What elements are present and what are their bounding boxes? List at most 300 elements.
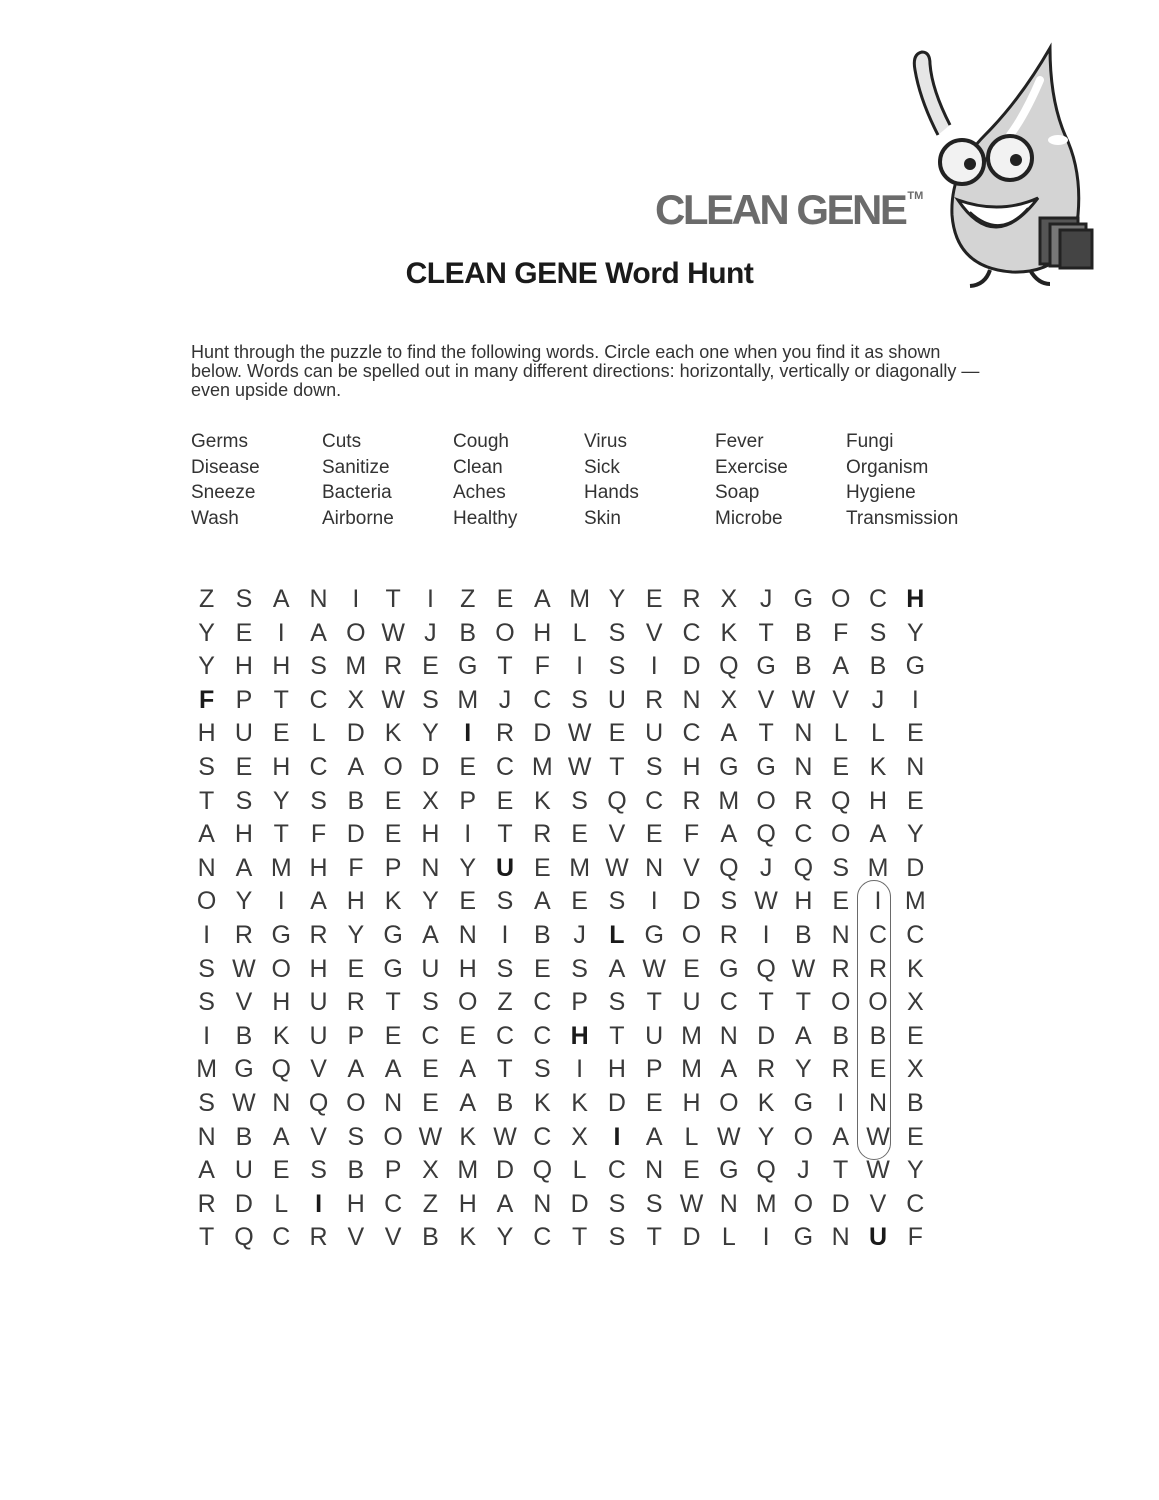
puzzle-letter[interactable]: N <box>831 1223 850 1252</box>
puzzle-letter[interactable]: S <box>310 786 327 815</box>
puzzle-letter[interactable]: S <box>422 685 439 714</box>
puzzle-letter[interactable]: A <box>459 1055 477 1084</box>
puzzle-letter[interactable]: K <box>906 954 924 983</box>
puzzle-letter[interactable]: W <box>232 1088 256 1117</box>
puzzle-letter[interactable]: G <box>756 652 776 681</box>
puzzle-letter[interactable]: S <box>496 887 514 916</box>
puzzle-letter[interactable]: N <box>197 853 216 882</box>
puzzle-letter[interactable]: H <box>309 853 328 882</box>
puzzle-letter[interactable]: U <box>234 1156 253 1185</box>
puzzle-letter[interactable]: N <box>384 1088 403 1117</box>
puzzle-letter[interactable]: W <box>791 685 816 714</box>
puzzle-letter[interactable]: S <box>198 988 215 1017</box>
puzzle-letter[interactable]: D <box>682 1223 701 1252</box>
puzzle-letter[interactable]: Q <box>719 853 739 882</box>
puzzle-letter[interactable]: S <box>645 1189 663 1218</box>
puzzle-letter[interactable]: P <box>347 1021 365 1050</box>
puzzle-letter[interactable]: N <box>719 1189 738 1218</box>
puzzle-letter[interactable]: T <box>646 988 662 1017</box>
puzzle-letter[interactable]: H <box>458 1189 477 1218</box>
puzzle-letter[interactable]: I <box>501 920 509 949</box>
puzzle-letter[interactable]: A <box>272 585 290 613</box>
puzzle-letter[interactable]: O <box>495 618 515 647</box>
puzzle-letter[interactable]: I <box>576 652 584 681</box>
puzzle-letter[interactable]: D <box>682 887 701 916</box>
puzzle-letter[interactable]: A <box>310 887 327 916</box>
puzzle-letter[interactable]: T <box>497 652 513 681</box>
puzzle-letter[interactable]: C <box>309 752 328 781</box>
puzzle-letter[interactable]: E <box>645 1088 663 1117</box>
puzzle-letter[interactable]: S <box>235 786 253 815</box>
puzzle-letter[interactable]: H <box>272 988 291 1017</box>
puzzle-letter[interactable]: A <box>720 820 738 849</box>
puzzle-letter[interactable]: A <box>832 1122 850 1151</box>
puzzle-letter[interactable]: V <box>608 820 626 849</box>
puzzle-letter[interactable]: G <box>793 1223 814 1252</box>
puzzle-letter[interactable]: A <box>384 1055 402 1084</box>
puzzle-letter[interactable]: T <box>273 820 289 849</box>
puzzle-letter[interactable]: W <box>418 1122 443 1151</box>
puzzle-letter[interactable]: H <box>607 1055 626 1084</box>
puzzle-letter[interactable]: C <box>495 1021 515 1050</box>
puzzle-letter[interactable]: H <box>272 752 291 781</box>
puzzle-letter[interactable]: H <box>272 652 291 681</box>
puzzle-letter[interactable]: W <box>381 618 405 647</box>
puzzle-letter[interactable]: A <box>720 1055 738 1084</box>
puzzle-letter[interactable]: D <box>757 1021 776 1050</box>
puzzle-letter[interactable]: A <box>459 1088 477 1117</box>
puzzle-letter[interactable]: K <box>459 1223 477 1252</box>
puzzle-letter[interactable]: E <box>683 954 700 983</box>
puzzle-letter[interactable]: O <box>830 585 851 613</box>
puzzle-letter[interactable]: S <box>608 1223 626 1252</box>
puzzle-letter[interactable]: H <box>234 820 253 849</box>
puzzle-letter[interactable]: O <box>383 752 403 781</box>
puzzle-letter[interactable]: Q <box>719 652 739 681</box>
puzzle-letter[interactable]: D <box>682 652 701 681</box>
puzzle-letter[interactable]: Y <box>757 1122 775 1151</box>
puzzle-letter[interactable]: B <box>906 1088 924 1117</box>
puzzle-letter[interactable]: R <box>794 786 813 815</box>
puzzle-letter[interactable]: W <box>866 1156 890 1185</box>
puzzle-letter[interactable]: X <box>422 1156 439 1185</box>
puzzle-letter[interactable]: H <box>794 887 813 916</box>
puzzle-letter[interactable]: K <box>533 1088 551 1117</box>
puzzle-letter[interactable]: E <box>645 820 663 849</box>
puzzle-letter[interactable]: D <box>533 719 552 748</box>
puzzle-letter[interactable]: C <box>719 988 738 1017</box>
puzzle-letter[interactable]: T <box>199 786 215 815</box>
puzzle-letter[interactable]: V <box>235 988 253 1017</box>
puzzle-letter[interactable]: E <box>645 585 663 613</box>
puzzle-letter[interactable]: F <box>907 1223 923 1252</box>
puzzle-letter[interactable]: M <box>681 1021 702 1050</box>
puzzle-letter[interactable]: E <box>906 1122 924 1151</box>
puzzle-letter[interactable]: K <box>869 752 887 781</box>
puzzle-letter[interactable]: T <box>199 1223 215 1252</box>
puzzle-letter[interactable]: I <box>650 652 658 681</box>
puzzle-letter[interactable]: M <box>457 1156 479 1185</box>
puzzle-letter[interactable]: R <box>309 1223 328 1252</box>
puzzle-letter[interactable]: C <box>495 752 515 781</box>
puzzle-letter[interactable]: C <box>421 1021 440 1050</box>
puzzle-letter[interactable]: L <box>833 719 848 748</box>
puzzle-letter[interactable]: Q <box>271 1055 291 1084</box>
puzzle-letter[interactable]: E <box>906 1021 924 1050</box>
puzzle-letter[interactable]: B <box>422 1223 439 1252</box>
puzzle-letter[interactable]: E <box>496 585 514 613</box>
puzzle-letter[interactable]: D <box>906 853 925 882</box>
puzzle-letter[interactable]: Y <box>906 618 924 647</box>
puzzle-letter[interactable]: S <box>608 1189 626 1218</box>
puzzle-letter[interactable]: Q <box>532 1156 553 1185</box>
puzzle-letter[interactable]: I <box>650 887 658 916</box>
puzzle-letter[interactable]: R <box>533 820 552 849</box>
puzzle-letter[interactable]: E <box>272 1156 290 1185</box>
puzzle-letter[interactable]: Y <box>608 585 626 613</box>
puzzle-letter[interactable]: Q <box>234 1223 254 1252</box>
puzzle-letter[interactable]: Y <box>906 820 924 849</box>
puzzle-letter[interactable]: N <box>794 719 813 748</box>
puzzle-letter[interactable]: D <box>346 820 365 849</box>
puzzle-letter[interactable]: L <box>609 920 625 949</box>
puzzle-letter[interactable]: S <box>198 752 215 781</box>
puzzle-letter[interactable]: B <box>533 920 551 949</box>
puzzle-letter[interactable]: G <box>383 920 403 949</box>
puzzle-letter[interactable]: V <box>347 1223 365 1252</box>
puzzle-letter[interactable]: E <box>906 719 924 748</box>
puzzle-letter[interactable]: F <box>348 853 364 882</box>
puzzle-letter[interactable]: E <box>235 618 253 647</box>
puzzle-letter[interactable]: O <box>681 920 702 949</box>
puzzle-letter[interactable]: V <box>310 1122 327 1151</box>
puzzle-letter[interactable]: T <box>609 752 625 781</box>
puzzle-letter[interactable]: M <box>867 853 889 882</box>
puzzle-letter[interactable]: S <box>869 618 887 647</box>
puzzle-letter[interactable]: S <box>571 954 588 983</box>
puzzle-letter[interactable]: F <box>833 618 849 647</box>
puzzle-letter[interactable]: S <box>533 1055 551 1084</box>
puzzle-letter[interactable]: D <box>831 1189 850 1218</box>
puzzle-letter[interactable]: V <box>645 618 663 647</box>
puzzle-letter[interactable]: Q <box>793 853 814 882</box>
puzzle-letter[interactable]: R <box>384 652 403 681</box>
puzzle-letter[interactable]: J <box>759 585 773 613</box>
puzzle-letter[interactable]: R <box>831 1055 850 1084</box>
puzzle-letter[interactable]: L <box>871 719 885 748</box>
puzzle-letter[interactable]: A <box>869 820 887 849</box>
puzzle-letter[interactable]: I <box>837 1088 845 1117</box>
puzzle-letter[interactable]: S <box>422 988 439 1017</box>
puzzle-letter[interactable]: Y <box>906 1156 924 1185</box>
puzzle-letter[interactable]: C <box>384 1189 403 1218</box>
puzzle-letter[interactable]: D <box>495 1156 515 1185</box>
puzzle-letter[interactable]: T <box>497 820 513 849</box>
puzzle-letter[interactable]: O <box>868 988 888 1017</box>
puzzle-letter[interactable]: E <box>384 1021 402 1050</box>
puzzle-letter[interactable]: W <box>567 752 592 781</box>
puzzle-letter[interactable]: G <box>905 652 926 681</box>
puzzle-letter[interactable]: Q <box>756 1156 776 1185</box>
puzzle-letter[interactable]: N <box>682 685 701 714</box>
puzzle-letter[interactable]: M <box>457 685 479 714</box>
puzzle-letter[interactable]: I <box>762 920 770 949</box>
puzzle-letter[interactable]: A <box>272 1122 290 1151</box>
puzzle-letter[interactable]: I <box>277 887 285 916</box>
puzzle-letter[interactable]: V <box>757 685 775 714</box>
puzzle-letter[interactable]: I <box>911 685 919 714</box>
puzzle-letter[interactable]: H <box>197 719 216 748</box>
puzzle-letter[interactable]: M <box>681 1055 702 1084</box>
puzzle-letter[interactable]: C <box>533 1021 552 1050</box>
puzzle-letter[interactable]: S <box>832 853 850 882</box>
puzzle-letter[interactable]: C <box>682 719 701 748</box>
puzzle-letter[interactable]: N <box>868 1088 888 1117</box>
puzzle-letter[interactable]: G <box>383 954 403 983</box>
puzzle-letter[interactable]: I <box>762 1223 770 1252</box>
puzzle-letter[interactable]: K <box>272 1021 290 1050</box>
puzzle-letter[interactable]: U <box>607 685 626 714</box>
puzzle-letter[interactable]: E <box>533 853 551 882</box>
puzzle-letter[interactable]: E <box>422 652 439 681</box>
puzzle-letter[interactable]: W <box>605 853 629 882</box>
puzzle-letter[interactable]: E <box>832 752 850 781</box>
puzzle-letter[interactable]: I <box>874 887 882 916</box>
puzzle-letter[interactable]: B <box>869 652 887 681</box>
puzzle-letter[interactable]: M <box>531 752 553 781</box>
puzzle-letter[interactable]: A <box>235 853 253 882</box>
puzzle-letter[interactable]: J <box>498 685 512 714</box>
puzzle-letter[interactable]: X <box>906 988 924 1017</box>
puzzle-letter[interactable]: K <box>533 786 551 815</box>
puzzle-letter[interactable]: S <box>496 954 514 983</box>
puzzle-letter[interactable]: A <box>198 820 215 849</box>
puzzle-letter[interactable]: B <box>795 920 812 949</box>
puzzle-letter[interactable]: W <box>493 1122 517 1151</box>
puzzle-letter[interactable]: U <box>309 988 328 1017</box>
puzzle-letter[interactable]: U <box>495 853 515 882</box>
puzzle-letter[interactable]: H <box>234 652 253 681</box>
puzzle-letter[interactable]: V <box>832 685 850 714</box>
puzzle-letter[interactable]: R <box>346 988 365 1017</box>
puzzle-letter[interactable]: D <box>346 719 365 748</box>
puzzle-letter[interactable]: H <box>533 618 552 647</box>
puzzle-letter[interactable]: E <box>459 887 477 916</box>
puzzle-letter[interactable]: S <box>198 954 215 983</box>
puzzle-letter[interactable]: T <box>609 1021 625 1050</box>
puzzle-letter[interactable]: T <box>795 988 812 1017</box>
puzzle-letter[interactable]: I <box>464 820 472 849</box>
puzzle-letter[interactable]: S <box>235 585 253 613</box>
puzzle-letter[interactable]: B <box>347 786 365 815</box>
puzzle-letter[interactable]: R <box>197 1189 216 1218</box>
puzzle-letter[interactable]: R <box>682 585 701 613</box>
puzzle-letter[interactable]: E <box>906 786 924 815</box>
puzzle-letter[interactable]: S <box>608 652 626 681</box>
puzzle-letter[interactable]: Z <box>199 585 215 613</box>
puzzle-letter[interactable]: T <box>497 1055 513 1084</box>
puzzle-letter[interactable]: E <box>571 887 588 916</box>
puzzle-letter[interactable]: D <box>421 752 440 781</box>
puzzle-letter[interactable]: K <box>384 719 402 748</box>
puzzle-letter[interactable]: H <box>682 752 701 781</box>
puzzle-letter[interactable]: S <box>347 1122 365 1151</box>
puzzle-letter[interactable]: Q <box>830 786 851 815</box>
puzzle-letter[interactable]: X <box>906 1055 924 1084</box>
puzzle-letter[interactable]: C <box>533 988 552 1017</box>
puzzle-letter[interactable]: B <box>795 618 812 647</box>
puzzle-letter[interactable]: B <box>459 618 477 647</box>
puzzle-letter[interactable]: H <box>346 1189 365 1218</box>
puzzle-letter[interactable]: E <box>422 1055 439 1084</box>
puzzle-letter[interactable]: R <box>495 719 515 748</box>
puzzle-letter[interactable]: W <box>567 719 592 748</box>
puzzle-letter[interactable]: F <box>199 685 215 714</box>
puzzle-letter[interactable]: O <box>346 618 366 647</box>
puzzle-letter[interactable]: A <box>608 954 626 983</box>
puzzle-letter[interactable]: E <box>533 954 551 983</box>
puzzle-letter[interactable]: R <box>234 920 253 949</box>
puzzle-letter[interactable]: M <box>569 585 591 613</box>
puzzle-letter[interactable]: S <box>608 988 626 1017</box>
puzzle-letter[interactable]: H <box>868 786 888 815</box>
puzzle-letter[interactable]: A <box>347 752 365 781</box>
puzzle-letter[interactable]: N <box>272 1088 291 1117</box>
puzzle-letter[interactable]: J <box>424 618 437 647</box>
puzzle-letter[interactable]: S <box>645 752 663 781</box>
puzzle-letter[interactable]: Y <box>235 887 253 916</box>
puzzle-letter[interactable]: V <box>384 1223 402 1252</box>
puzzle-letter[interactable]: O <box>271 954 291 983</box>
puzzle-letter[interactable]: G <box>644 920 664 949</box>
puzzle-letter[interactable]: Y <box>496 1223 514 1252</box>
puzzle-letter[interactable]: O <box>830 820 851 849</box>
puzzle-letter[interactable]: R <box>831 954 850 983</box>
puzzle-letter[interactable]: L <box>572 618 587 647</box>
puzzle-letter[interactable]: W <box>642 954 667 983</box>
puzzle-letter[interactable]: N <box>309 585 328 613</box>
puzzle-letter[interactable]: T <box>385 988 401 1017</box>
puzzle-letter[interactable]: L <box>311 719 326 748</box>
puzzle-letter[interactable]: A <box>496 1189 514 1218</box>
puzzle-letter[interactable]: J <box>759 853 773 882</box>
puzzle-letter[interactable]: B <box>496 1088 514 1117</box>
puzzle-letter[interactable]: I <box>426 585 434 613</box>
puzzle-letter[interactable]: E <box>459 1021 477 1050</box>
puzzle-letter[interactable]: G <box>271 920 291 949</box>
puzzle-letter[interactable]: F <box>534 652 550 681</box>
puzzle-letter[interactable]: I <box>203 920 211 949</box>
puzzle-letter[interactable]: M <box>755 1189 777 1218</box>
puzzle-letter[interactable]: I <box>277 618 285 647</box>
puzzle-letter[interactable]: W <box>754 887 778 916</box>
puzzle-letter[interactable]: I <box>315 1189 323 1218</box>
puzzle-letter[interactable]: C <box>645 786 664 815</box>
puzzle-letter[interactable]: E <box>832 887 850 916</box>
puzzle-letter[interactable]: I <box>576 1055 584 1084</box>
puzzle-letter[interactable]: Y <box>795 1055 812 1084</box>
puzzle-letter[interactable]: A <box>533 887 551 916</box>
puzzle-letter[interactable]: X <box>422 786 439 815</box>
puzzle-letter[interactable]: W <box>679 1189 704 1218</box>
puzzle-letter[interactable]: G <box>793 1088 814 1117</box>
puzzle-letter[interactable]: K <box>571 1088 588 1117</box>
puzzle-letter[interactable]: E <box>496 786 514 815</box>
puzzle-letter[interactable]: C <box>868 920 888 949</box>
puzzle-letter[interactable]: T <box>758 618 774 647</box>
puzzle-letter[interactable]: N <box>421 853 440 882</box>
puzzle-letter[interactable]: A <box>347 1055 365 1084</box>
puzzle-letter[interactable]: E <box>422 1088 439 1117</box>
puzzle-letter[interactable]: V <box>310 1055 327 1084</box>
puzzle-letter[interactable]: N <box>645 1156 664 1185</box>
puzzle-letter[interactable]: O <box>196 887 217 916</box>
puzzle-letter[interactable]: A <box>720 719 738 748</box>
puzzle-letter[interactable]: F <box>310 820 327 849</box>
puzzle-letter[interactable]: M <box>345 652 367 681</box>
puzzle-letter[interactable]: E <box>272 719 290 748</box>
puzzle-letter[interactable]: I <box>203 1021 211 1050</box>
puzzle-letter[interactable]: U <box>645 1021 664 1050</box>
puzzle-letter[interactable]: G <box>719 752 739 781</box>
puzzle-letter[interactable]: S <box>571 685 588 714</box>
puzzle-letter[interactable]: D <box>607 1088 626 1117</box>
puzzle-letter[interactable]: P <box>384 1156 402 1185</box>
puzzle-letter[interactable]: P <box>645 1055 663 1084</box>
puzzle-letter[interactable]: F <box>683 820 700 849</box>
puzzle-letter[interactable]: G <box>793 585 814 613</box>
puzzle-letter[interactable]: P <box>459 786 477 815</box>
puzzle-letter[interactable]: P <box>384 853 402 882</box>
puzzle-letter[interactable]: L <box>721 1223 736 1252</box>
puzzle-letter[interactable]: Y <box>198 618 215 647</box>
puzzle-letter[interactable]: O <box>756 786 776 815</box>
puzzle-letter[interactable]: S <box>608 618 626 647</box>
puzzle-letter[interactable]: C <box>533 685 552 714</box>
puzzle-letter[interactable]: O <box>793 1189 814 1218</box>
puzzle-letter[interactable]: J <box>871 685 885 714</box>
puzzle-letter[interactable]: G <box>458 652 478 681</box>
puzzle-letter[interactable]: P <box>571 988 588 1017</box>
puzzle-letter[interactable]: U <box>309 1021 328 1050</box>
puzzle-letter[interactable]: O <box>458 988 478 1017</box>
puzzle-letter[interactable]: C <box>682 618 701 647</box>
puzzle-letter[interactable]: D <box>234 1189 253 1218</box>
puzzle-letter[interactable]: R <box>645 685 664 714</box>
puzzle-letter[interactable]: K <box>757 1088 775 1117</box>
puzzle-letter[interactable]: O <box>793 1122 814 1151</box>
puzzle-letter[interactable]: V <box>869 1189 887 1218</box>
puzzle-letter[interactable]: C <box>906 1189 925 1218</box>
puzzle-letter[interactable]: O <box>830 988 851 1017</box>
puzzle-letter[interactable]: S <box>310 1156 327 1185</box>
puzzle-letter[interactable]: H <box>309 954 328 983</box>
puzzle-letter[interactable]: B <box>235 1122 253 1151</box>
puzzle-letter[interactable]: Y <box>422 887 439 916</box>
puzzle-letter[interactable]: H <box>458 954 477 983</box>
puzzle-letter[interactable]: R <box>682 786 701 815</box>
puzzle-letter[interactable]: C <box>794 820 813 849</box>
puzzle-letter[interactable]: H <box>906 585 925 613</box>
puzzle-letter[interactable]: G <box>756 752 776 781</box>
puzzle-letter[interactable]: L <box>572 1156 587 1185</box>
puzzle-letter[interactable]: S <box>571 786 588 815</box>
puzzle-letter[interactable]: Z <box>497 988 513 1017</box>
puzzle-letter[interactable]: N <box>794 752 813 781</box>
puzzle-letter[interactable]: X <box>571 1122 588 1151</box>
puzzle-letter[interactable]: N <box>719 1021 738 1050</box>
puzzle-letter[interactable]: A <box>310 618 327 647</box>
